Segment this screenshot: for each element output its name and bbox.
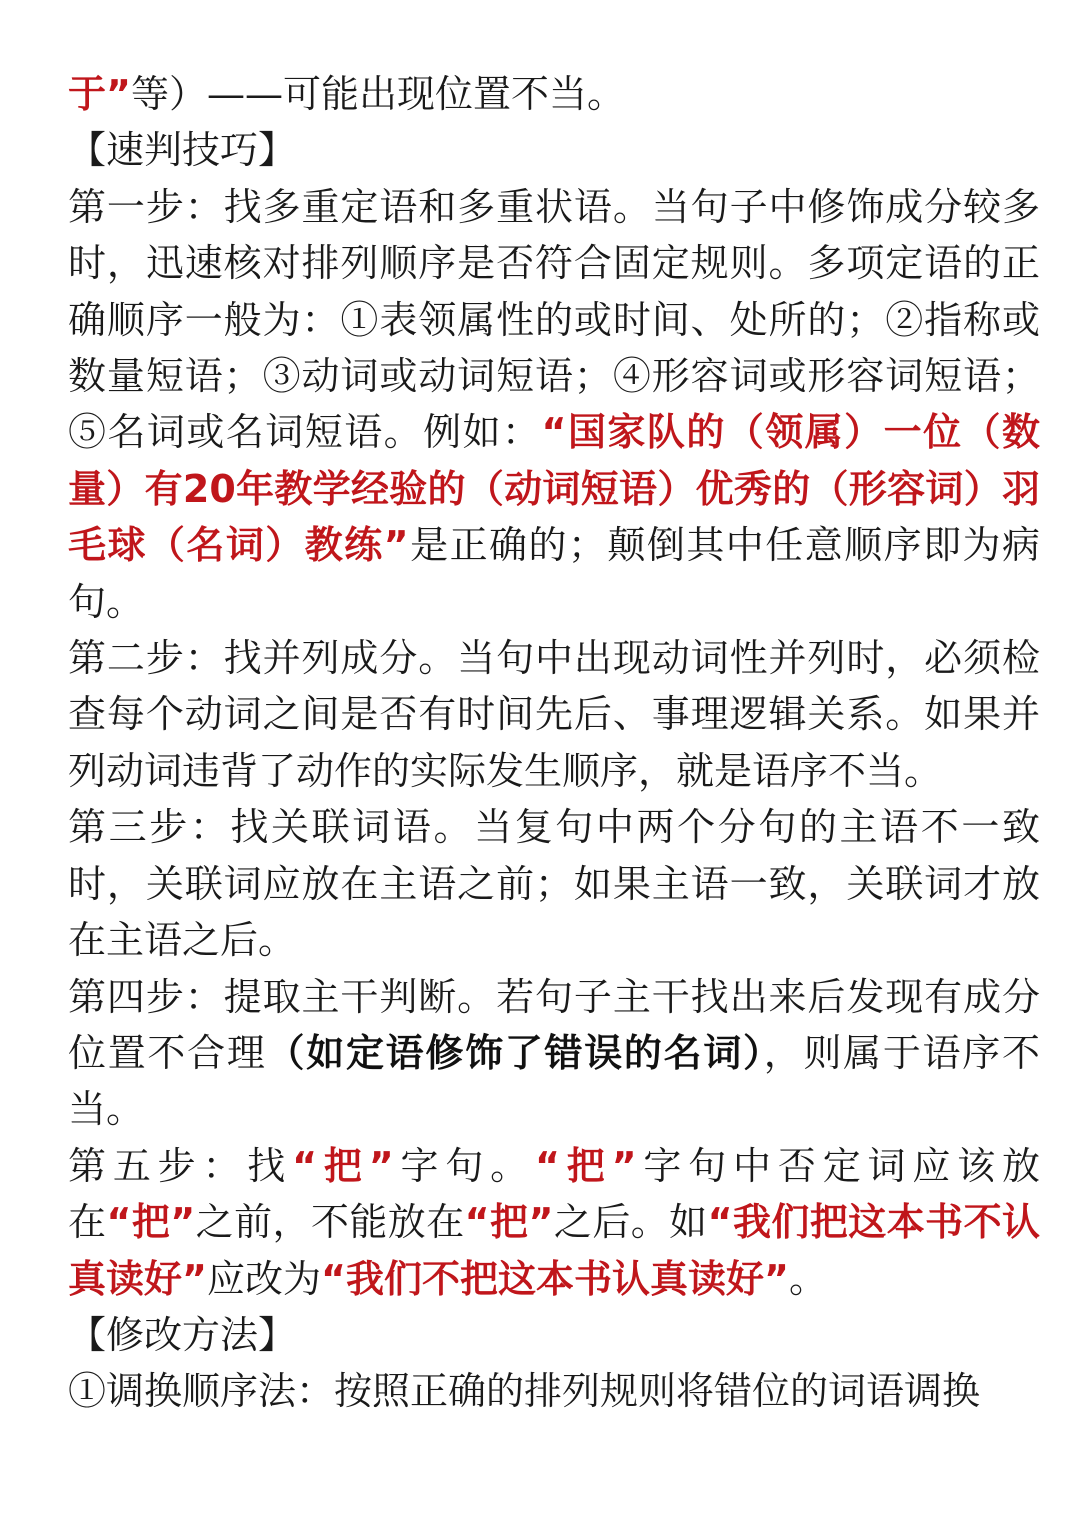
paragraph-text: 第一步：找多重定语和多重状语。当句子中修饰成分较多时，迅速核对排列顺序是否符合固定规则。多项定语的正确顺序一般为：①表领属性的或时间、处所的；②指称或数量短语；③动词或动词短语；④形容词或形容词短语；⑤名词或名词短语。例如： — [68, 184, 1040, 455]
paragraph-text: 等）——可能出现位置不当。 — [130, 72, 625, 116]
paragraph-text: 第五步：找 — [68, 1143, 293, 1188]
highlight-red-example: “我们把这本书不认真读好” — [68, 1200, 1040, 1301]
highlight-red-example: “我们不把这本书认真读好” — [321, 1256, 789, 1301]
section-heading-methods: 【修改方法】 — [68, 1312, 297, 1357]
highlight-red-example: “国家队的（领属）一位（数量）有20年教学经验的（动词短语）优秀的（形容词）羽毛球（名词）教练” — [68, 410, 1040, 568]
highlight-red: “把” — [464, 1200, 554, 1245]
highlight-red: 于” — [68, 72, 131, 116]
highlight-bold: （如定语修饰了错误的名词） — [266, 1030, 764, 1075]
highlight-red: “把” — [106, 1200, 196, 1245]
paragraph-step-5 — [68, 1138, 1040, 1307]
paragraph-text: 之后。如 — [553, 1200, 708, 1245]
paragraph-step-1 — [68, 179, 1040, 630]
section-heading-quick-tips: 【速判技巧】 — [68, 128, 297, 173]
paragraph-text: 第四步：提取主干判断。若句子主干找出来后发现有成分位置不合理 — [68, 974, 1040, 1075]
paragraph-text: 。 — [788, 1256, 827, 1301]
paragraph-text: 之前，不能放在 — [195, 1200, 465, 1245]
paragraph-text: 是正确的；颠倒其中任意顺序即为病句。 — [68, 523, 1040, 624]
paragraph-step-4 — [68, 969, 1040, 1138]
paragraph-text: ，则属于语序不当。 — [68, 1030, 1040, 1132]
paragraph-step-3: 第三步：找关联词语。当复句中两个分句的主语不一致时，关联词应放在主语之前；如果主语一致，关联词才放在主语之后。 — [68, 805, 1040, 963]
highlight-red: “把” — [292, 1143, 394, 1188]
paragraph-text: 应改为 — [206, 1256, 321, 1301]
paragraph-method-1: ①调换顺序法：按照正确的排列规则将错位的词语调换 — [68, 1369, 981, 1414]
paragraph-step-2: 第二步：找并列成分。当句中出现动词性并列时，必须检查每个动词之间是否有时间先后、事理逻辑关系。如果并列动词违背了动作的实际发生顺序，就是语序不当。 — [68, 636, 1040, 793]
paragraph-text: 字句。 — [393, 1143, 535, 1188]
paragraph-continuation — [68, 66, 1040, 122]
highlight-red: “把” — [535, 1143, 637, 1188]
paragraph-text: 字句中否定词应该放在 — [68, 1143, 1040, 1245]
